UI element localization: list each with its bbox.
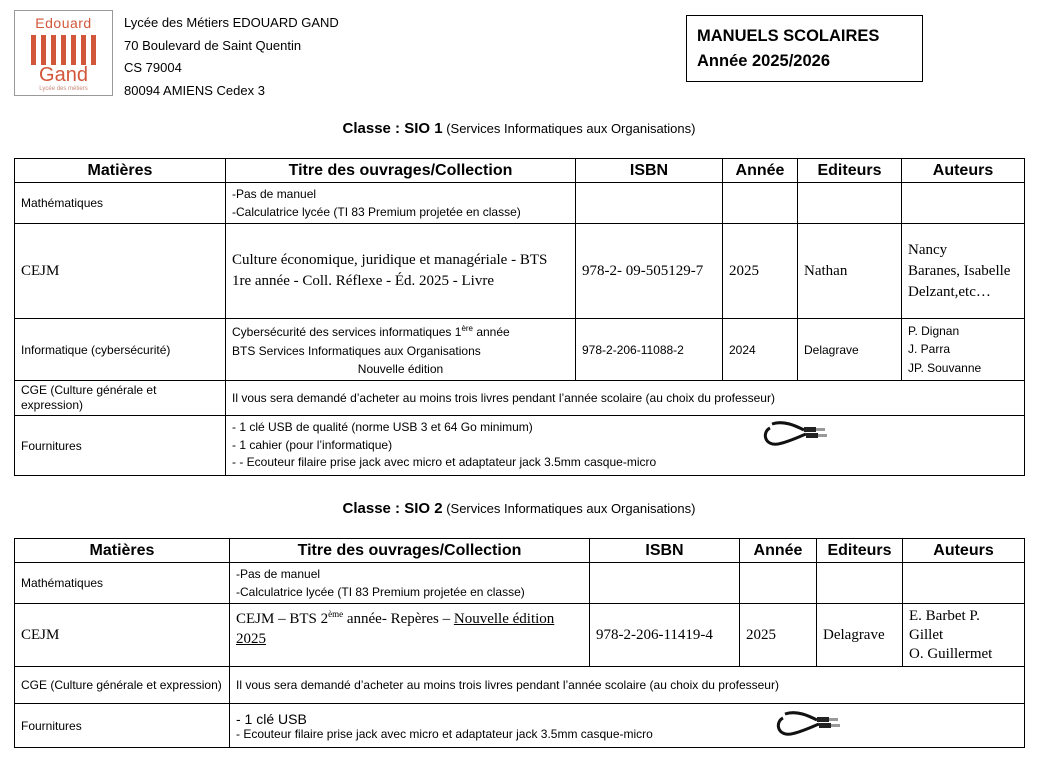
table-header-row: [15, 159, 1025, 183]
cell-matiere: Mathématiques: [15, 183, 226, 224]
table-row: [15, 319, 1025, 381]
table-row: [15, 563, 1025, 604]
titre-text: année: [473, 325, 510, 340]
school-address: [124, 12, 339, 102]
logo-bars-icon: [29, 35, 101, 65]
fourniture-item: - 1 clé USB de qualité (norme USB 3 et 64 Go minimum): [232, 420, 533, 435]
titre-line: -Pas de manuel: [232, 186, 317, 201]
class-label: Classe : SIO 1: [342, 120, 443, 137]
cell-isbn: 978-2-206-11419-4: [590, 604, 740, 667]
cell-editeur: Delagrave: [798, 319, 902, 381]
cell-auteurs: [902, 319, 1025, 381]
cell-fournitures: [226, 416, 1025, 476]
auteur: Baranes, Isabelle: [908, 262, 1011, 279]
cell-auteurs: [902, 183, 1025, 224]
class-heading-sio2: [0, 500, 1038, 517]
cell-matiere: CGE (Culture générale et expression): [15, 381, 226, 416]
cell-auteurs: [903, 563, 1025, 604]
cell-auteurs: [903, 604, 1025, 667]
cell-matiere: CGE (Culture générale et expression): [15, 667, 230, 704]
logo-text-top: Edouard: [35, 15, 92, 31]
header-editeurs: Editeurs: [798, 159, 902, 183]
table-header-row: [15, 539, 1025, 563]
cell-cge-text: Il vous sera demandé d’acheter au moins trois livres pendant l’année scolaire (au choix du professeur): [226, 381, 1025, 416]
cell-matiere: CEJM: [15, 604, 230, 667]
titre-line: [232, 320, 569, 342]
titre-sup: ème: [328, 609, 344, 619]
header-annee: Année: [740, 539, 817, 563]
header-auteurs: Auteurs: [902, 159, 1025, 183]
cell-isbn: 978-2-206-11088-2: [576, 319, 723, 381]
titre-line: Nouvelle édition: [357, 362, 444, 377]
header-annee: Année: [723, 159, 798, 183]
header-auteurs: Auteurs: [903, 539, 1025, 563]
auteur: Gillet: [909, 626, 944, 643]
table-row: [15, 381, 1025, 416]
header-editeurs: Editeurs: [817, 539, 903, 563]
cell-annee: 2024: [723, 319, 798, 381]
fourniture-item: - - Ecouteur filaire prise jack avec micro et adaptateur jack 3.5mm casque-micro: [232, 455, 657, 470]
titre-text: CEJM – BTS 2: [236, 611, 329, 627]
cell-fournitures: [230, 704, 1025, 748]
header-titre: Titre des ouvrages/Collection: [226, 159, 576, 183]
titre-edition: Nouvelle édition: [453, 611, 555, 627]
titre-line: BTS Services Informatiques aux Organisations: [232, 343, 481, 358]
address-line: 80094 AMIENS Cedex 3: [124, 82, 265, 98]
titre-text: année- Repères –: [343, 611, 454, 627]
books-table-sio2: [14, 538, 1025, 748]
auteur: O. Guillermet: [909, 645, 993, 662]
class-heading-sio1: [0, 120, 1038, 137]
cell-titre: [230, 563, 590, 604]
books-table-sio1: [14, 158, 1025, 476]
table-row: [15, 224, 1025, 319]
table-row: [15, 183, 1025, 224]
table-row: [15, 416, 1025, 476]
header-matieres: Matières: [15, 159, 226, 183]
headphone-cable-icon: [762, 418, 828, 452]
headphone-cable-icon: [775, 708, 841, 742]
titre-line: -Pas de manuel: [236, 566, 321, 581]
cell-cge-text: Il vous sera demandé d’acheter au moins trois livres pendant l’année scolaire (au choix du professeur): [230, 667, 1025, 704]
school-logo: [14, 10, 113, 96]
auteur: E. Barbet P.: [909, 607, 980, 624]
address-line: 70 Boulevard de Saint Quentin: [124, 37, 302, 53]
cell-titre: [230, 604, 590, 667]
cell-isbn: 978-2- 09-505129-7: [576, 224, 723, 319]
cell-editeur: Nathan: [798, 224, 902, 319]
auteur: Delzant,etc…: [908, 283, 991, 300]
cell-editeur: [798, 183, 902, 224]
auteur: JP. Souvanne: [908, 360, 982, 375]
cell-editeur: [817, 563, 903, 604]
cell-titre: [226, 319, 576, 381]
class-label: Classe : SIO 2: [342, 500, 443, 517]
cell-isbn: [576, 183, 723, 224]
cell-annee: 2025: [723, 224, 798, 319]
document-title-box: [686, 15, 923, 82]
fourniture-item: - 1 clé USB: [236, 710, 307, 727]
cell-annee: [723, 183, 798, 224]
fourniture-item: - Ecouteur filaire prise jack avec micro et adaptateur jack 3.5mm casque-micro: [236, 726, 653, 741]
cell-editeur: Delagrave: [817, 604, 903, 667]
cell-annee: 2025: [740, 604, 817, 667]
titre-sup: ère: [461, 324, 473, 334]
school-year: Année 2025/2026: [697, 52, 831, 70]
auteur: J. Parra: [908, 342, 951, 357]
table-row: [15, 704, 1025, 748]
cell-matiere: CEJM: [15, 224, 226, 319]
cell-matiere: Informatique (cybersécurité): [15, 319, 226, 381]
address-line: Lycée des Métiers EDOUARD GAND: [124, 15, 339, 30]
titre-text: Cybersécurité des services informatiques 1: [232, 325, 462, 340]
cell-titre: [226, 183, 576, 224]
header-isbn: ISBN: [576, 159, 723, 183]
header-isbn: ISBN: [590, 539, 740, 563]
table-row: [15, 667, 1025, 704]
class-description: (Services Informatiques aux Organisations): [446, 501, 696, 516]
titre-line: -Calculatrice lycée (TI 83 Premium projetée en classe): [232, 205, 521, 219]
auteur: P. Dignan: [908, 323, 960, 338]
cell-annee: [740, 563, 817, 604]
logo-text-main: Gand: [39, 64, 88, 86]
logo-text-sub: Lycée des métiers: [39, 86, 88, 92]
titre-line: -Calculatrice lycée (TI 83 Premium projetée en classe): [236, 585, 525, 599]
document-title: MANUELS SCOLAIRES: [697, 27, 880, 45]
address-line: CS 79004: [124, 60, 182, 75]
cell-matiere: Fournitures: [15, 416, 226, 476]
cell-matiere: Fournitures: [15, 704, 230, 748]
cell-auteurs: [902, 224, 1025, 319]
cell-isbn: [590, 563, 740, 604]
header-titre: Titre des ouvrages/Collection: [230, 539, 590, 563]
table-row: [15, 604, 1025, 667]
cell-matiere: Mathématiques: [15, 563, 230, 604]
header-matieres: Matières: [15, 539, 230, 563]
cell-titre: Culture économique, juridique et managériale - BTS 1re année - Coll. Réflexe - Éd. 2025 - Livre: [226, 224, 576, 319]
fourniture-item: - 1 cahier (pour l’informatique): [232, 437, 393, 452]
titre-year: 2025: [236, 631, 266, 647]
class-description: (Services Informatiques aux Organisations): [446, 121, 696, 136]
auteur: Nancy: [908, 241, 948, 258]
